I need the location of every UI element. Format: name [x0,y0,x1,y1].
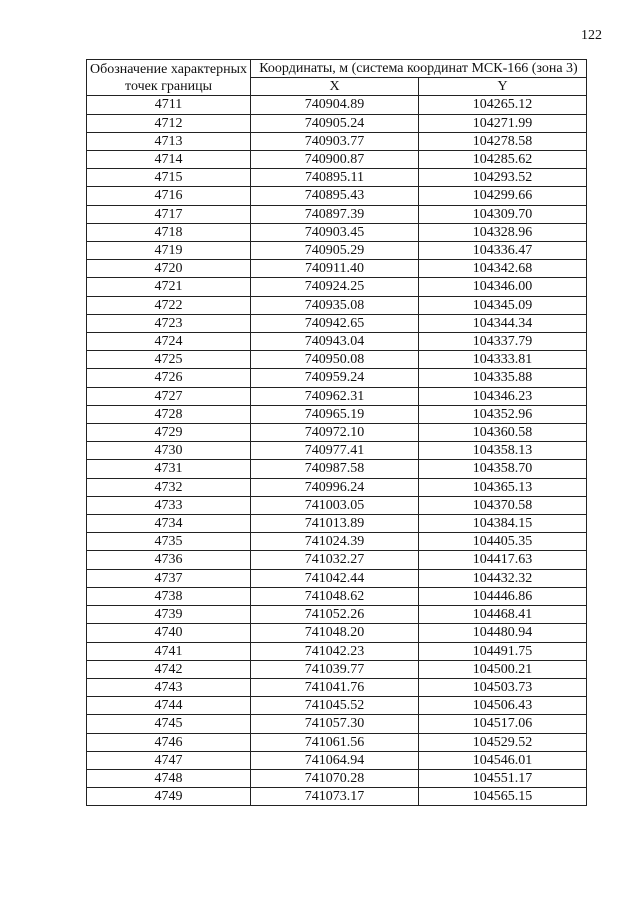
x-coordinate-cell: 740987.58 [251,460,419,478]
header-y: Y [419,78,587,96]
point-id-cell: 4743 [87,678,251,696]
coordinates-table [86,59,587,806]
table-row [87,151,587,169]
y-coordinate-cell: 104271.99 [419,114,587,132]
table-row [87,242,587,260]
y-coordinate-cell: 104285.62 [419,151,587,169]
y-coordinate-cell: 104265.12 [419,96,587,114]
x-coordinate-cell: 740905.29 [251,242,419,260]
x-coordinate-cell: 740895.43 [251,187,419,205]
point-id-cell: 4749 [87,788,251,806]
point-id-cell: 4721 [87,278,251,296]
table-row [87,642,587,660]
x-coordinate-cell: 741048.62 [251,587,419,605]
table-body [87,96,587,806]
y-coordinate-cell: 104358.70 [419,460,587,478]
x-coordinate-cell: 741052.26 [251,606,419,624]
header-point-designation: Обозначение характерных точек границы [87,60,251,96]
x-coordinate-cell: 740959.24 [251,369,419,387]
point-id-cell: 4733 [87,496,251,514]
x-coordinate-cell: 740962.31 [251,387,419,405]
table-row [87,460,587,478]
y-coordinate-cell: 104333.81 [419,351,587,369]
table-row [87,678,587,696]
x-coordinate-cell: 740903.45 [251,223,419,241]
table-row [87,751,587,769]
table-row [87,660,587,678]
y-coordinate-cell: 104384.15 [419,515,587,533]
point-id-cell: 4748 [87,769,251,787]
point-id-cell: 4712 [87,114,251,132]
point-id-cell: 4727 [87,387,251,405]
point-id-cell: 4735 [87,533,251,551]
point-id-cell: 4732 [87,478,251,496]
table-row [87,333,587,351]
table-row [87,132,587,150]
x-coordinate-cell: 740996.24 [251,478,419,496]
y-coordinate-cell: 104370.58 [419,496,587,514]
y-coordinate-cell: 104335.88 [419,369,587,387]
y-coordinate-cell: 104309.70 [419,205,587,223]
point-id-cell: 4730 [87,442,251,460]
y-coordinate-cell: 104491.75 [419,642,587,660]
point-id-cell: 4718 [87,223,251,241]
x-coordinate-cell: 740895.11 [251,169,419,187]
x-coordinate-cell: 741061.56 [251,733,419,751]
point-id-cell: 4731 [87,460,251,478]
y-coordinate-cell: 104503.73 [419,678,587,696]
y-coordinate-cell: 104546.01 [419,751,587,769]
x-coordinate-cell: 740977.41 [251,442,419,460]
y-coordinate-cell: 104346.23 [419,387,587,405]
y-coordinate-cell: 104342.68 [419,260,587,278]
x-coordinate-cell: 740900.87 [251,151,419,169]
y-coordinate-cell: 104299.66 [419,187,587,205]
table-row [87,278,587,296]
point-id-cell: 4737 [87,569,251,587]
y-coordinate-cell: 104417.63 [419,551,587,569]
table-row [87,314,587,332]
header-x: X [251,78,419,96]
y-coordinate-cell: 104529.52 [419,733,587,751]
x-coordinate-cell: 741024.39 [251,533,419,551]
table-row [87,515,587,533]
point-id-cell: 4742 [87,660,251,678]
x-coordinate-cell: 740905.24 [251,114,419,132]
y-coordinate-cell: 104336.47 [419,242,587,260]
table-row [87,369,587,387]
y-coordinate-cell: 104328.96 [419,223,587,241]
table-row [87,587,587,605]
y-coordinate-cell: 104500.21 [419,660,587,678]
y-coordinate-cell: 104468.41 [419,606,587,624]
point-id-cell: 4747 [87,751,251,769]
point-id-cell: 4734 [87,515,251,533]
point-id-cell: 4717 [87,205,251,223]
table-row [87,788,587,806]
y-coordinate-cell: 104517.06 [419,715,587,733]
y-coordinate-cell: 104432.32 [419,569,587,587]
table-row [87,551,587,569]
table-row [87,478,587,496]
y-coordinate-cell: 104278.58 [419,132,587,150]
point-id-cell: 4725 [87,351,251,369]
table-row [87,351,587,369]
y-coordinate-cell: 104346.00 [419,278,587,296]
y-coordinate-cell: 104506.43 [419,697,587,715]
y-coordinate-cell: 104480.94 [419,624,587,642]
y-coordinate-cell: 104293.52 [419,169,587,187]
y-coordinate-cell: 104446.86 [419,587,587,605]
table-row [87,187,587,205]
point-id-cell: 4744 [87,697,251,715]
x-coordinate-cell: 740904.89 [251,96,419,114]
table-header-row [87,60,587,78]
y-coordinate-cell: 104352.96 [419,405,587,423]
table-row [87,624,587,642]
table-row [87,169,587,187]
y-coordinate-cell: 104360.58 [419,424,587,442]
table-row [87,260,587,278]
point-id-cell: 4736 [87,551,251,569]
table-row [87,715,587,733]
x-coordinate-cell: 740965.19 [251,405,419,423]
x-coordinate-cell: 740897.39 [251,205,419,223]
table-row [87,606,587,624]
y-coordinate-cell: 104565.15 [419,788,587,806]
table-row [87,733,587,751]
point-id-cell: 4739 [87,606,251,624]
point-id-cell: 4720 [87,260,251,278]
x-coordinate-cell: 741042.44 [251,569,419,587]
table-row [87,387,587,405]
point-id-cell: 4724 [87,333,251,351]
x-coordinate-cell: 740950.08 [251,351,419,369]
page-number: 122 [581,28,602,43]
table-row [87,769,587,787]
x-coordinate-cell: 740942.65 [251,314,419,332]
y-coordinate-cell: 104358.13 [419,442,587,460]
header-coordinates-group: Координаты, м (система координат МСК-166 (зона 3) [251,60,587,78]
x-coordinate-cell: 741048.20 [251,624,419,642]
table-row [87,114,587,132]
point-id-cell: 4726 [87,369,251,387]
x-coordinate-cell: 741003.05 [251,496,419,514]
x-coordinate-cell: 741032.27 [251,551,419,569]
point-id-cell: 4740 [87,624,251,642]
point-id-cell: 4713 [87,132,251,150]
x-coordinate-cell: 740943.04 [251,333,419,351]
table-row [87,697,587,715]
y-coordinate-cell: 104365.13 [419,478,587,496]
x-coordinate-cell: 740911.40 [251,260,419,278]
point-id-cell: 4716 [87,187,251,205]
point-id-cell: 4745 [87,715,251,733]
point-id-cell: 4723 [87,314,251,332]
x-coordinate-cell: 741041.76 [251,678,419,696]
x-coordinate-cell: 741064.94 [251,751,419,769]
x-coordinate-cell: 740924.25 [251,278,419,296]
table-row [87,442,587,460]
point-id-cell: 4728 [87,405,251,423]
y-coordinate-cell: 104405.35 [419,533,587,551]
point-id-cell: 4711 [87,96,251,114]
table-row [87,569,587,587]
table-row [87,223,587,241]
table-row [87,296,587,314]
y-coordinate-cell: 104337.79 [419,333,587,351]
table-row [87,96,587,114]
x-coordinate-cell: 741070.28 [251,769,419,787]
point-id-cell: 4714 [87,151,251,169]
x-coordinate-cell: 741039.77 [251,660,419,678]
x-coordinate-cell: 741045.52 [251,697,419,715]
point-id-cell: 4719 [87,242,251,260]
table-row [87,533,587,551]
x-coordinate-cell: 740972.10 [251,424,419,442]
point-id-cell: 4738 [87,587,251,605]
x-coordinate-cell: 741042.23 [251,642,419,660]
x-coordinate-cell: 740903.77 [251,132,419,150]
point-id-cell: 4741 [87,642,251,660]
point-id-cell: 4722 [87,296,251,314]
point-id-cell: 4746 [87,733,251,751]
y-coordinate-cell: 104551.17 [419,769,587,787]
point-id-cell: 4715 [87,169,251,187]
x-coordinate-cell: 741073.17 [251,788,419,806]
x-coordinate-cell: 741013.89 [251,515,419,533]
table-row [87,205,587,223]
table-row [87,496,587,514]
table-row [87,405,587,423]
y-coordinate-cell: 104344.34 [419,314,587,332]
x-coordinate-cell: 741057.30 [251,715,419,733]
y-coordinate-cell: 104345.09 [419,296,587,314]
point-id-cell: 4729 [87,424,251,442]
x-coordinate-cell: 740935.08 [251,296,419,314]
table-row [87,424,587,442]
